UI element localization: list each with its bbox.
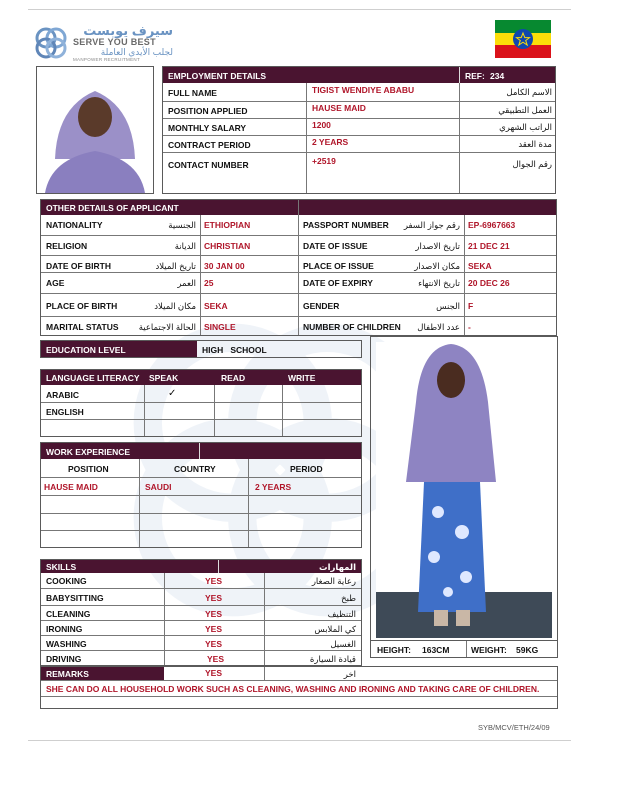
age-arabic: العمر [177,278,196,288]
language-col-read: READ [221,373,246,383]
contact-number-value: +2519 [312,156,336,166]
full-name-arabic: الاسم الكامل [506,87,552,97]
skill-babysitting-value: YES [205,593,223,603]
skills-header: SKILLS [46,562,77,572]
gender-arabic: الجنس [436,301,460,311]
ref-divider [459,67,460,83]
brand-tagline: MANPOWER RECRUITMENT [73,57,140,62]
place-of-birth-label: PLACE OF BIRTH [46,301,118,311]
skills-header-arabic: المهارات [250,562,356,573]
place-of-issue-value: SEKA [468,261,492,271]
brand-arabic-name: سيرف يوبست [83,23,173,38]
gender-value: F [468,301,474,311]
date-of-expiry-value: 20 DEC 26 [468,278,510,288]
skill-ironing-arabic: كي الملابس [314,624,356,634]
portrait-photo-frame [36,66,154,194]
skill-cleaning-arabic: التنظيف [327,609,356,619]
skill-washing-value: YES [205,639,223,649]
place-of-birth-value: SEKA [204,301,228,311]
full-name-value: TIGIST WENDIYE ABABU [312,85,415,95]
monthly-salary-value: 1200 [312,120,331,130]
work-header: WORK EXPERIENCE [46,447,131,457]
brand-arabic-tagline: لجلب الأيدي العاملة [100,47,173,57]
skill-cooking-value: YES [205,576,223,586]
skill-cleaning-value: YES [205,609,223,619]
language-english: ENGLISH [46,407,84,417]
arabic-speak-check-icon: ✓ [168,388,177,399]
passport-number-label: PASSPORT NUMBER [303,220,389,230]
other-details-header: OTHER DETAILS OF APPLICANT [46,203,179,213]
date-of-birth-arabic: تاريخ الميلاد [155,261,196,271]
contract-period-value: 2 YEARS [312,137,349,147]
marital-status-value: SINGLE [204,322,236,332]
skill-driving-value: YES [207,654,225,664]
number-of-children-value: - [468,322,471,332]
position-applied-arabic: العمل التطبيقي [498,105,552,115]
religion-arabic: الديانة [174,241,196,251]
company-logo [33,23,173,63]
marital-status-label: MARITAL STATUS [46,322,119,332]
height-label: HEIGHT: [377,645,411,655]
date-of-birth-value: 30 JAN 00 [204,261,245,271]
language-col-speak: SPEAK [149,373,179,383]
age-label: AGE [46,278,65,288]
passport-number-arabic: رقم جواز السفر [403,220,460,230]
top-rule [28,9,571,10]
religion-label: RELIGION [46,241,88,251]
skill-driving-label: DRIVING [46,654,82,664]
passport-number-value: EP-6967663 [468,220,516,230]
age-value: 25 [204,278,214,288]
date-of-issue-arabic: تاريخ الاصدار [415,241,460,251]
place-of-birth-arabic: مكان الميلاد [154,301,196,311]
language-arabic: ARABIC [46,390,80,400]
remarks-label: REMARKS [46,669,89,679]
place-of-issue-arabic: مكان الاصدار [414,261,460,271]
work-row-country: SAUDI [145,482,172,492]
date-of-birth-label: DATE OF BIRTH [46,261,112,271]
skill-cooking-label: COOKING [46,576,87,586]
number-of-children-arabic: عدد الاطفال [417,322,460,332]
height-value: 163CM [422,645,450,655]
position-applied-label: POSITION APPLIED [168,106,248,116]
skill-babysitting-label: BABYSITTING [46,593,104,603]
work-col-period: PERIOD [290,464,323,474]
language-col-write: WRITE [288,373,316,383]
contract-period-label: CONTRACT PERIOD [168,140,251,150]
brand-english-name: SERVE YOU BEST [73,37,156,47]
employment-header: EMPLOYMENT DETAILS [168,71,267,81]
weight-value: 59KG [516,645,539,655]
document-code: SYB/MCV/ETH/24/09 [478,723,550,732]
monthly-salary-label: MONTHLY SALARY [168,123,247,133]
skill-ironing-label: IRONING [46,624,83,634]
marital-status-arabic: الحالة الاجتماعية [138,322,196,332]
skill-washing-arabic: الغسيل [330,639,356,649]
remarks-other-arabic: اخر [343,669,356,679]
nationality-arabic: الجنسية [168,220,196,230]
skill-driving-arabic: قيادة السيارة [309,654,356,664]
work-row-period: 2 YEARS [255,482,292,492]
place-of-issue-label: PLACE OF ISSUE [303,261,374,271]
date-of-expiry-arabic: تاريخ الانتهاء [418,278,460,288]
ref-value: 234 [490,71,505,81]
portrait-photo [37,67,153,193]
language-col-language: LANGUAGE LITERACY [46,373,140,383]
remarks-text: SHE CAN DO ALL HOUSEHOLD WORK SUCH AS CLEANING, WASHING AND IRONING AND TAKING CARE OF CHILDREN. [46,684,540,694]
ethiopia-flag-icon [495,20,551,58]
monthly-salary-arabic: الراتب الشهري [499,122,552,132]
work-row-position: HAUSE MAID [44,482,98,492]
date-of-issue-label: DATE OF ISSUE [303,241,368,251]
religion-value: CHRISTIAN [204,241,251,251]
gender-label: GENDER [303,301,340,311]
education-label: EDUCATION LEVEL [46,345,126,355]
skill-washing-label: WASHING [46,639,87,649]
skill-ironing-value: YES [205,624,223,634]
contact-number-label: CONTACT NUMBER [168,160,249,170]
skill-cleaning-label: CLEANING [46,609,91,619]
nationality-label: NATIONALITY [46,220,103,230]
full-body-photo [376,342,552,638]
position-applied-value: HAUSE MAID [312,103,366,113]
work-col-country: COUNTRY [174,464,216,474]
skill-babysitting-arabic: طبخ [341,593,356,603]
education-value: HIGH SCHOOL [202,345,267,355]
contract-period-arabic: مدة العقد [518,139,552,149]
date-of-expiry-label: DATE OF EXPIRY [303,278,373,288]
nationality-value: ETHIOPIAN [204,220,251,230]
contact-number-arabic: رقم الجوال [512,159,552,169]
number-of-children-label: NUMBER OF CHILDREN [303,322,401,332]
weight-label: WEIGHT: [471,645,507,655]
remarks-other-value: YES [205,668,223,678]
ref-label: REF: [465,71,485,81]
logo-knot-icon [33,25,69,61]
work-col-position: POSITION [68,464,109,474]
full-name-label: FULL NAME [168,88,217,98]
bottom-rule [28,740,571,741]
date-of-issue-value: 21 DEC 21 [468,241,510,251]
skill-cooking-arabic: رعاية الصغار [311,576,356,586]
